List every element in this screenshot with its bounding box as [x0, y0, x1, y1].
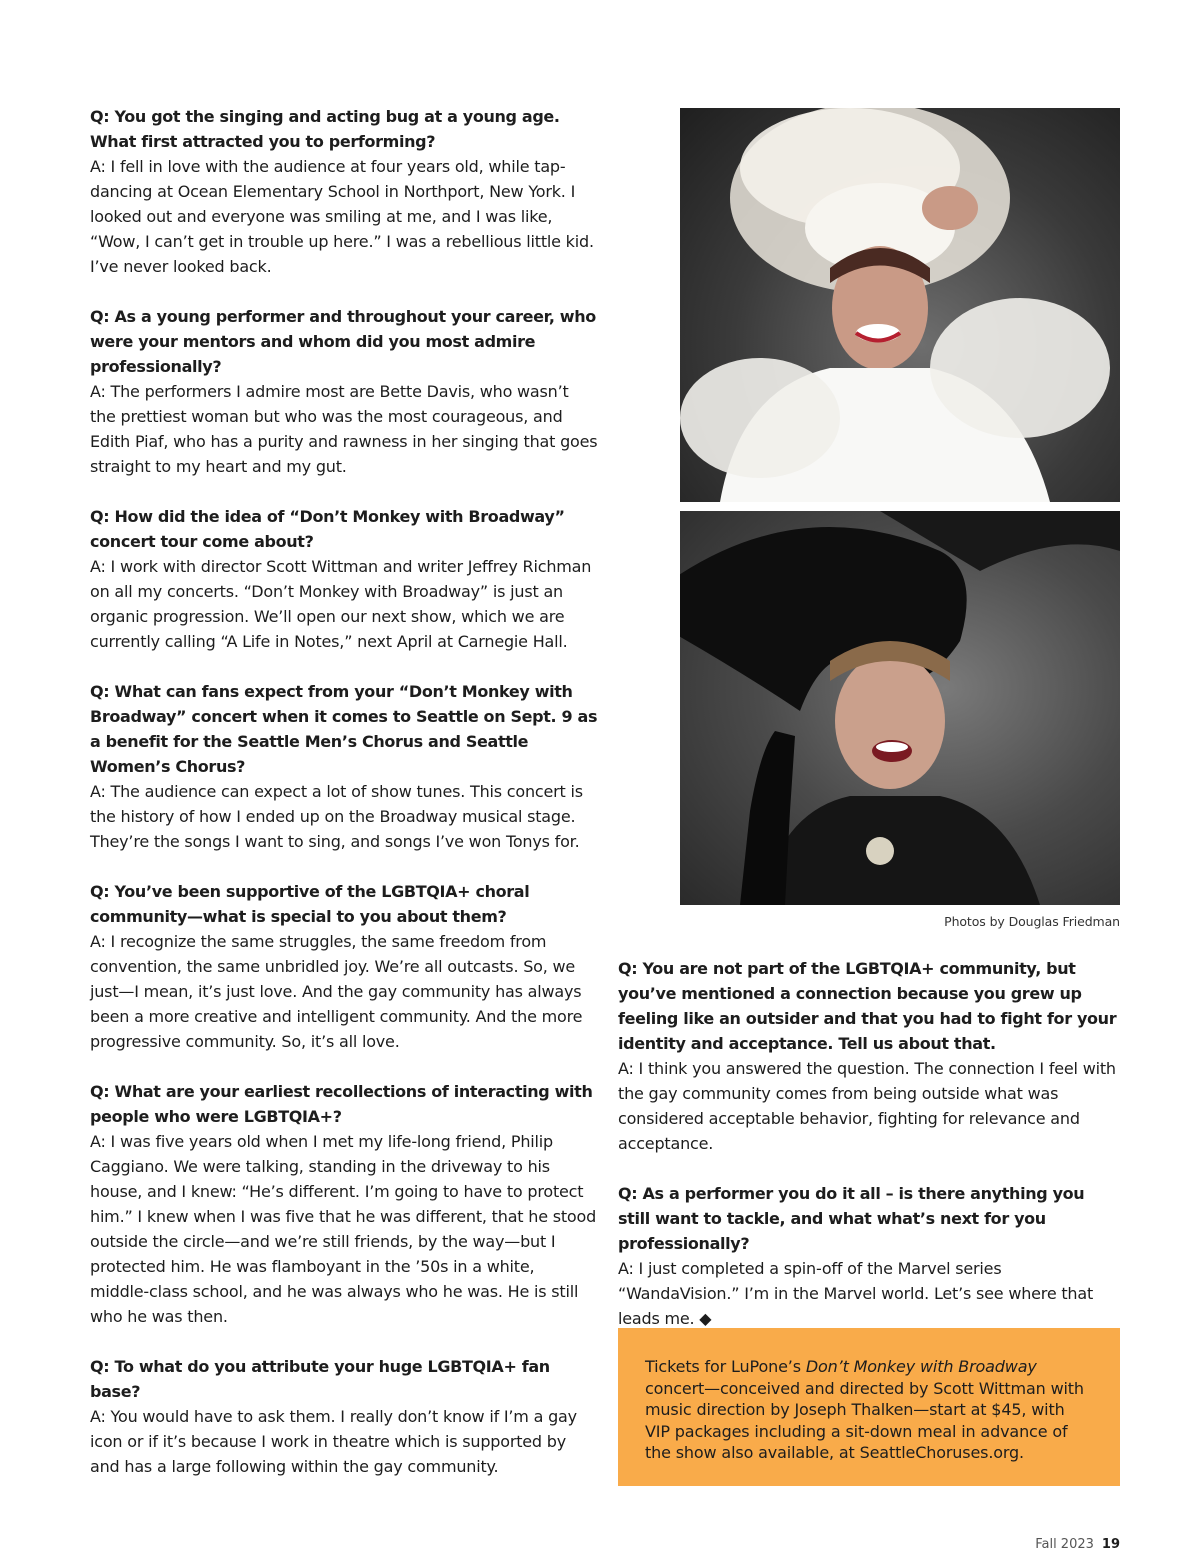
portrait-photo-black-hat	[680, 511, 1120, 905]
page-number: 19	[1101, 1537, 1120, 1552]
page-footer	[1035, 1537, 1120, 1552]
qa-block	[90, 1354, 598, 1479]
question: Q: As a young performer and throughout your career, who were your mentors and whom did you most admire professionally?	[90, 307, 596, 376]
answer: A: I think you answered the question. The connection I feel with the gay community comes from being outside what was considered acceptable behavior, fighting for relevance and acceptance.	[618, 1059, 1116, 1153]
answer: A: The performers I admire most are Bette Davis, who wasn’t the prettiest woman but who was the most courageous, and Edith Piaf, who has a purity and rawness in her singing that goes straight to my heart and my gut.	[90, 382, 598, 476]
question: Q: What can fans expect from your “Don’t Monkey with Broadway” concert when it comes to Seattle on Sept. 9 as a benefit for the Seattle Men’s Chorus and Seattle Women’s Chorus?	[90, 682, 598, 776]
issue-label: Fall 2023	[1035, 1537, 1094, 1552]
answer: A: I just completed a spin-off of the Marvel series “WandaVision.” I’m in the Marvel world. Let’s see where that leads me. ◆	[618, 1259, 1094, 1328]
question: Q: To what do you attribute your huge LGBTQIA+ fan base?	[90, 1357, 550, 1401]
answer: A: You would have to ask them. I really don’t know if I’m a gay icon or if it’s because I work in theatre which is supported by and has a large following within the gay community.	[90, 1407, 577, 1476]
qa-block	[90, 504, 598, 654]
callout-prefix: Tickets for LuPone’s	[645, 1357, 806, 1376]
qa-block	[90, 679, 598, 854]
answer: A: I recognize the same struggles, the same freedom from convention, the same unbridled joy. We’re all outcasts. So, we just—I mean, it’s just love. And the gay community has always been a more creative and intelligent community. And the more progressive community. So, it’s all love.	[90, 932, 583, 1051]
callout-show-title: Don’t Monkey with Broadway	[805, 1357, 1037, 1376]
photo-credit: Photos by Douglas Friedman	[944, 914, 1120, 929]
qa-block	[90, 304, 598, 479]
answer: A: I was five years old when I met my life-long friend, Philip Caggiano. We were talking, standing in the driveway to his house, and I knew: “He’s different. I’m going to have to protect him.” I knew when I was five that he was different, that he stood outside the circle—and we’re still friends, by the way—but I protected him. He was flamboyant in the ’50s in a white, middle-class school, and he was always who he was. He is still who he was then.	[90, 1132, 597, 1326]
question: Q: As a performer you do it all – is there anything you still want to tackle, and what what’s next for you professionally?	[618, 1184, 1085, 1253]
portrait-illustration	[680, 511, 1120, 905]
answer: A: I fell in love with the audience at four years old, while tap-dancing at Ocean Elementary School in Northport, New York. I looked out and everyone was smiling at me, and I was like, “Wow, I can’t get in trouble up here.” I was a rebellious little kid. I’ve never looked back.	[90, 157, 594, 276]
question: Q: You are not part of the LGBTQIA+ community, but you’ve mentioned a connection because you grew up feeling like an outsider and that you had to fight for your identity and acceptance. Tell us about that.	[618, 959, 1117, 1053]
qa-block	[90, 104, 598, 279]
callout-text	[645, 1356, 1094, 1464]
answer: A: I work with director Scott Wittman and writer Jeffrey Richman on all my concerts. “Don’t Monkey with Broadway” is just an organic progression. We’ll open our next show, which we are currently calling “A Life in Notes,” next April at Carnegie Hall.	[90, 557, 592, 651]
left-column	[90, 104, 598, 1504]
portrait-illustration	[680, 108, 1120, 502]
callout-suffix: concert—conceived and directed by Scott Wittman with music direction by Joseph Thalken—start at $45, with VIP packages including a sit-down meal in advance of the show also available, at SeattleChoruses.org.	[645, 1378, 1084, 1462]
question: Q: You’ve been supportive of the LGBTQIA+ choral community—what is special to you about them?	[90, 882, 530, 926]
qa-block	[90, 1079, 598, 1329]
portrait-photo-feather-hat	[680, 108, 1120, 502]
ticket-callout-box	[618, 1328, 1120, 1486]
question: Q: How did the idea of “Don’t Monkey with Broadway” concert tour come about?	[90, 507, 565, 551]
right-column	[618, 956, 1120, 1356]
qa-block	[90, 879, 598, 1054]
qa-block	[618, 956, 1120, 1156]
question: Q: You got the singing and acting bug at a young age. What first attracted you to performing?	[90, 107, 560, 151]
qa-block	[618, 1181, 1120, 1331]
question: Q: What are your earliest recollections of interacting with people who were LGBTQIA+?	[90, 1082, 593, 1126]
answer: A: The audience can expect a lot of show tunes. This concert is the history of how I ended up on the Broadway musical stage. They’re the songs I want to sing, and songs I’ve won Tonys for.	[90, 782, 583, 851]
